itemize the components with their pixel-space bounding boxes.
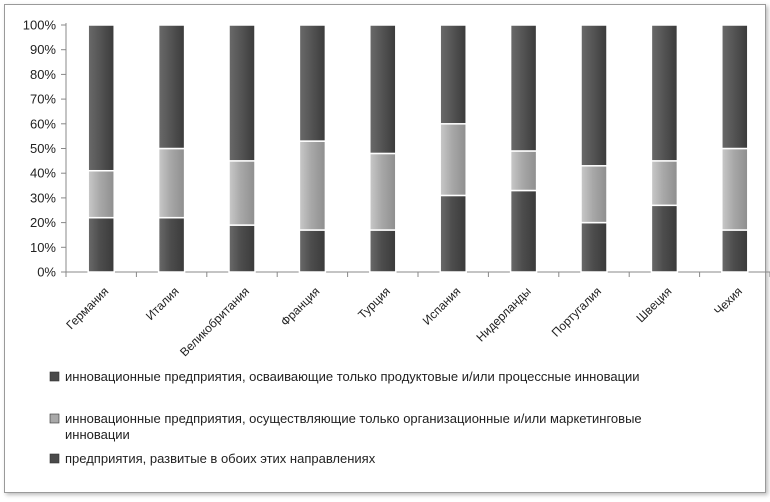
bar-segment <box>511 190 537 272</box>
x-category-labels <box>63 284 745 359</box>
bar-segment <box>581 25 607 166</box>
y-tick-label: 70% <box>29 91 56 107</box>
bar-segment <box>370 230 396 272</box>
legend-label: инновации <box>65 427 130 442</box>
legend-swatch <box>50 372 59 381</box>
bar-segment <box>651 205 677 272</box>
legend-label: предприятия, развитые в обоих этих направлениях <box>65 451 376 466</box>
category-label: Швеция <box>633 284 675 326</box>
y-tick-label: 80% <box>29 66 56 82</box>
y-tick-label: 90% <box>29 42 56 58</box>
bar-segment <box>88 218 114 272</box>
category-label: Португалия <box>548 284 605 340</box>
bar-segment <box>159 25 185 149</box>
bar-segment <box>159 149 185 218</box>
bars <box>88 25 748 272</box>
y-tick-label: 50% <box>29 141 56 156</box>
category-label: Испания <box>419 284 464 328</box>
category-label: Великобритания <box>177 284 253 360</box>
bar-segment <box>511 25 537 151</box>
y-tick-label: 10% <box>29 239 56 255</box>
legend-label: инновационные предприятия, осваивающие только продуктовые и/или процессные инновации <box>65 369 640 384</box>
bar-segment <box>299 25 325 141</box>
bar-segment <box>299 141 325 230</box>
legend-swatch <box>50 454 59 463</box>
y-tick-labels <box>23 18 57 280</box>
stacked-bar-chart <box>5 5 770 502</box>
category-label: Франция <box>277 284 323 329</box>
bar-segment <box>229 225 255 272</box>
bar-segment <box>370 153 396 230</box>
bar-segment <box>229 161 255 225</box>
legend <box>50 369 642 466</box>
bar-segment <box>88 171 114 218</box>
bar-segment <box>722 149 748 231</box>
y-tick-label: 20% <box>29 215 56 231</box>
bar-segment <box>581 166 607 223</box>
bar-segment <box>511 151 537 191</box>
chart-frame <box>4 4 766 493</box>
legend-swatch <box>50 414 59 423</box>
category-label: Нидерланды <box>473 284 534 345</box>
bar-segment <box>581 223 607 272</box>
bar-segment <box>159 218 185 272</box>
bar-segment <box>440 195 466 272</box>
category-label: Турция <box>355 284 393 322</box>
legend-label: инновационные предприятия, осуществляющие только организационные и/или маркетинговые <box>65 411 642 426</box>
bar-segment <box>651 25 677 161</box>
bar-segment <box>299 230 325 272</box>
bar-segment <box>88 25 114 171</box>
category-label: Италия <box>142 284 182 324</box>
bar-segment <box>440 124 466 196</box>
y-tick-label: 0% <box>37 264 56 280</box>
bar-segment <box>370 25 396 153</box>
bar-segment <box>722 25 748 149</box>
category-label: Чехия <box>711 284 745 318</box>
y-tick-label: 100% <box>22 17 56 33</box>
bar-segment <box>440 25 466 124</box>
y-tick-label: 40% <box>29 165 56 181</box>
bar-segment <box>229 25 255 161</box>
category-label: Германия <box>63 284 112 333</box>
bar-segment <box>651 161 677 205</box>
y-tick-label: 30% <box>29 190 56 206</box>
y-tick-label: 60% <box>29 116 56 132</box>
bar-segment <box>722 230 748 272</box>
